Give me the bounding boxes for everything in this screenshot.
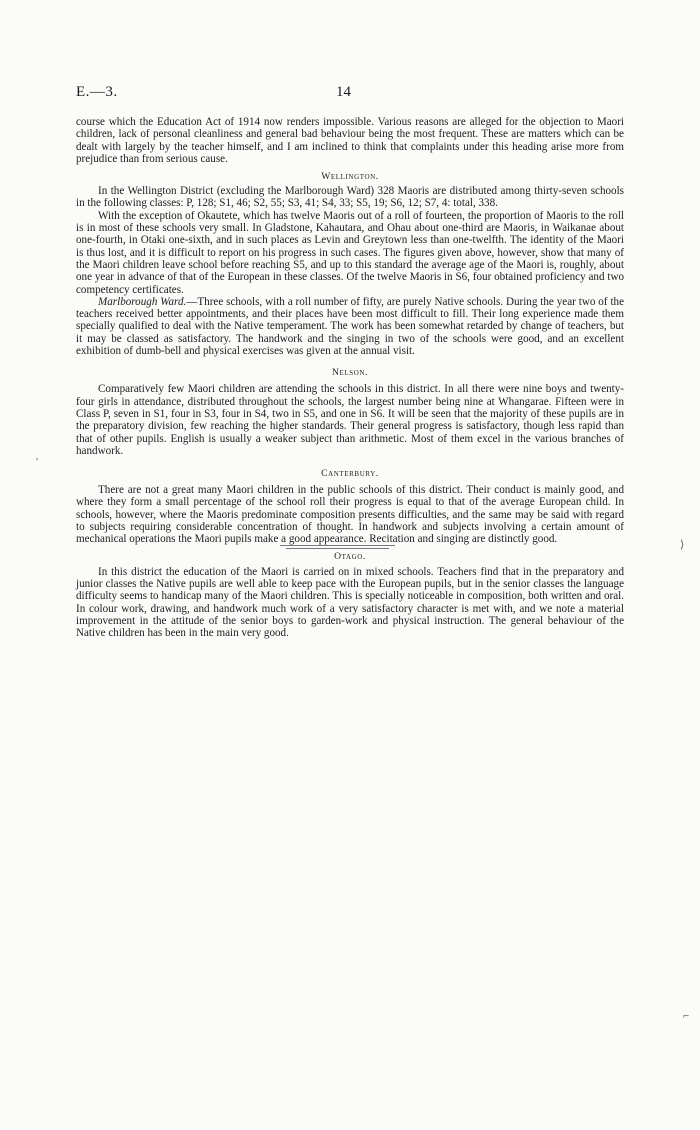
margin-mark-left: ʹ	[36, 456, 39, 468]
canterbury-paragraph: There are not a great many Maori children in the public schools of this district. Their conduct is mainly good, and where they form a small percentage of the school roll their progress is equal to that of the average European child. In schools, however, where the Maoris predominate composition presents difficulties, and the same may be said with regard to subjects requiring considerable concentration of thought. In handwork and subjects involving a certain amount of mechanical operations the Maori pupils make a good appearance. Recitation and singing are distinctly good.	[76, 484, 624, 546]
marlborough-ward-label: Marlborough Ward.	[98, 295, 187, 308]
otago-paragraph: In this district the education of the Maori is carried on in mixed schools. Teachers find that in the preparatory and junior classes the Native pupils are well able to keep pace with the European pupils, but in the senior classes the language difficulty seems to handicap many of the Maori children. This is specially noticeable in composition, both written and oral. In colour work, drawing, and handwork much work of a very satisfactory character is met with, and we note a material improvement in the attitude of the senior boys to garden-work and physical instruction. The general behaviour of the Native children has been in the main very good.	[76, 565, 624, 640]
margin-mark-right: ⟩	[680, 539, 685, 551]
heading-nelson: Nelson.	[331, 367, 369, 379]
document-reference: E.—3.	[76, 84, 118, 100]
page-body	[76, 116, 624, 639]
margin-mark-bottom: ⌐	[683, 1010, 690, 1022]
page-number: 14	[336, 84, 351, 100]
page-header	[76, 84, 624, 104]
end-rule-secondary	[286, 548, 389, 549]
heading-otago: Otago.	[334, 550, 366, 562]
wellington-paragraph-2: With the exception of Okautete, which has twelve Maoris out of a roll of fourteen, the proportion of Maoris to the roll is in most of these schools very small. In Gladstone, Kahautara, and Ohau about one-third are Maoris, in Waikanae about one-fourth, in Otaki one-sixth, and in such places as Levin and Greytown less than one-twelfth. The identity of the Maori is thus lost, and it is difficult to report on his progress in such cases. The figures given above, however, show that many of the Maori children leave school before reaching S5, and up to this standard the average age of the Maori is, roughly, about one year in advance of that of the European in these classes. Of the twelve Maoris in S6, four obtained proficiency and two competency certificates.	[76, 209, 624, 296]
intro-paragraph: course which the Education Act of 1914 now renders impossible. Various reasons are alleged for the objection to Maori children, lack of personal cleanliness and general bad behaviour being the most frequent. These are matters which can be dealt with largely by the teacher himself, and I am inclined to think that complaints under this heading arise more from prejudice than from serious cause.	[76, 116, 624, 165]
heading-canterbury: Canterbury.	[321, 468, 379, 480]
wellington-paragraph-1: In the Wellington District (excluding the Marlborough Ward) 328 Maoris are distributed among thirty-seven schools in the following classes: P, 128; S1, 46; S2, 55; S3, 41; S4, 33; S5, 19; S6, 12; S7, 4: total, 338.	[76, 185, 624, 210]
marlborough-paragraph	[76, 296, 624, 357]
heading-wellington: Wellington.	[321, 171, 379, 183]
marlborough-text: —Three schools, with a roll number of fifty, are purely Native schools. During the year two of the teachers received better appointments, and their places have been most difficult to fill. Their long experience made them specially qualified to deal with the Native temperament. The work has been somewhat retarded by change of teachers, but it may be classed as satisfactory. The handwork and the singing in two of the schools were good, and an excellent exhibition of dumb-bell and physical exercises was given at the annual visit.	[76, 295, 624, 358]
nelson-paragraph: Comparatively few Maori children are attending the schools in this district. In all there were nine boys and twenty-four girls in attendance, distributed throughout the schools, the largest number being nine at Whangarae. Fifteen were in Class P, seven in S1, four in S3, four in S4, two in S5, and one in S6. It will be seen that the majority of these pupils are in the preparatory division, few reaching the higher standards. Their general progress is satisfactory, though less rapid than that of other pupils. English is usually a weaker subject than arithmetic. Most of them excel in the various branches of handwork.	[76, 383, 624, 457]
end-rule	[280, 545, 395, 546]
